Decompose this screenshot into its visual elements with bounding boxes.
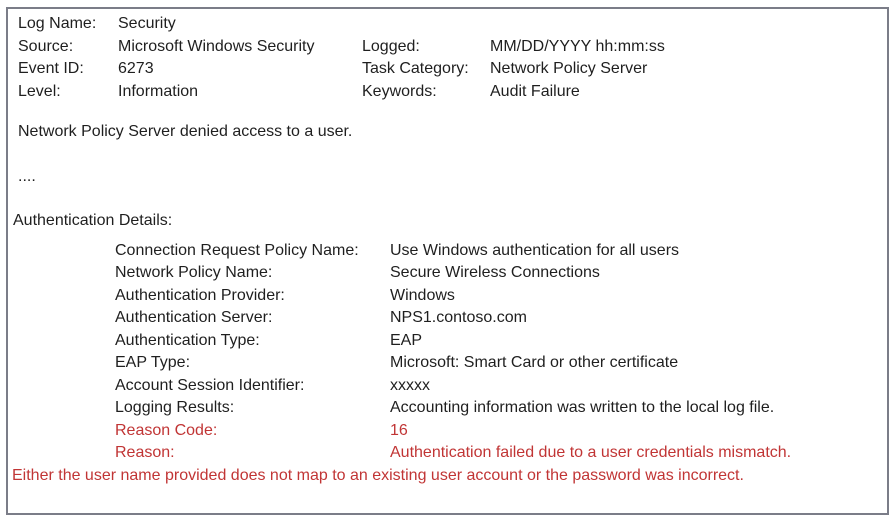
eap-type-label: EAP Type:	[115, 354, 191, 371]
event-log-box	[6, 7, 889, 515]
task-category-label: Task Category:	[362, 60, 469, 77]
connection-request-policy-name-label: Connection Request Policy Name:	[115, 241, 359, 259]
reason-code-label: Reason Code:	[115, 421, 218, 439]
header-row-source-logged	[18, 36, 887, 59]
detail-row-authentication-provider	[115, 285, 887, 308]
authentication-provider-label: Authentication Provider:	[115, 286, 285, 304]
ellipsis-text: ....	[18, 167, 36, 185]
header-row-eventid-taskcategory	[18, 58, 887, 81]
authentication-server-label: Authentication Server:	[115, 309, 273, 326]
account-session-identifier-value: xxxxx	[390, 376, 430, 394]
detail-row-logging-results	[115, 397, 887, 420]
header-row-0-spacer	[362, 13, 490, 36]
keywords-label: Keywords:	[362, 82, 437, 100]
network-policy-name-label: Network Policy Name:	[115, 264, 273, 281]
detail-row-authentication-server	[115, 307, 887, 330]
detail-row-eap-type	[115, 352, 887, 375]
connection-request-policy-name-value: Use Windows authentication for all users	[390, 241, 680, 259]
reason-code-value: 16	[390, 421, 408, 439]
authentication-provider-value: Windows	[390, 286, 455, 304]
detail-row-connection-request-policy-name	[115, 240, 887, 263]
logging-results-value: Accounting information was written to the local log file.	[390, 399, 775, 416]
log-name-value: Security	[118, 15, 176, 32]
logging-results-label: Logging Results:	[115, 399, 235, 416]
level-label: Level:	[18, 82, 61, 100]
event-header	[8, 9, 887, 103]
event-id-value: 6273	[118, 60, 154, 77]
authentication-server-value: NPS1.contoso.com	[390, 309, 527, 326]
source-label: Source:	[18, 37, 74, 55]
header-row-log-name	[18, 13, 887, 36]
network-policy-name-value: Secure Wireless Connections	[390, 264, 600, 281]
source-value: Microsoft Windows Security	[118, 37, 315, 55]
authentication-type-label: Authentication Type:	[115, 331, 260, 349]
event-message: Network Policy Server denied access to a user.	[18, 123, 353, 140]
detail-row-reason-code	[115, 420, 887, 443]
header-row-0-spacer-value	[490, 13, 887, 36]
event-id-label: Event ID:	[18, 60, 84, 77]
detail-row-account-session-identifier	[115, 375, 887, 398]
detail-row-authentication-type	[115, 330, 887, 353]
authentication-details-title: Authentication Details:	[13, 212, 173, 229]
detail-row-reason	[115, 442, 887, 465]
eap-type-value: Microsoft: Smart Card or other certificate	[390, 354, 679, 371]
error-explanation-text: Either the user name provided does not map to an existing user account or the password was incorrect.	[12, 466, 744, 484]
header-row-level-keywords	[18, 81, 887, 104]
authentication-details-list	[8, 240, 887, 465]
reason-value: Authentication failed due to a user credentials mismatch.	[390, 444, 792, 461]
level-value: Information	[118, 82, 199, 100]
logged-label: Logged:	[362, 37, 420, 55]
account-session-identifier-label: Account Session Identifier:	[115, 376, 305, 394]
logged-value: MM/DD/YYYY hh:mm:ss	[490, 37, 665, 55]
task-category-value: Network Policy Server	[490, 60, 648, 77]
detail-row-network-policy-name	[115, 262, 887, 285]
log-name-label: Log Name:	[18, 15, 97, 32]
authentication-type-value: EAP	[390, 331, 423, 349]
reason-label: Reason:	[115, 444, 175, 461]
keywords-value: Audit Failure	[490, 82, 580, 100]
